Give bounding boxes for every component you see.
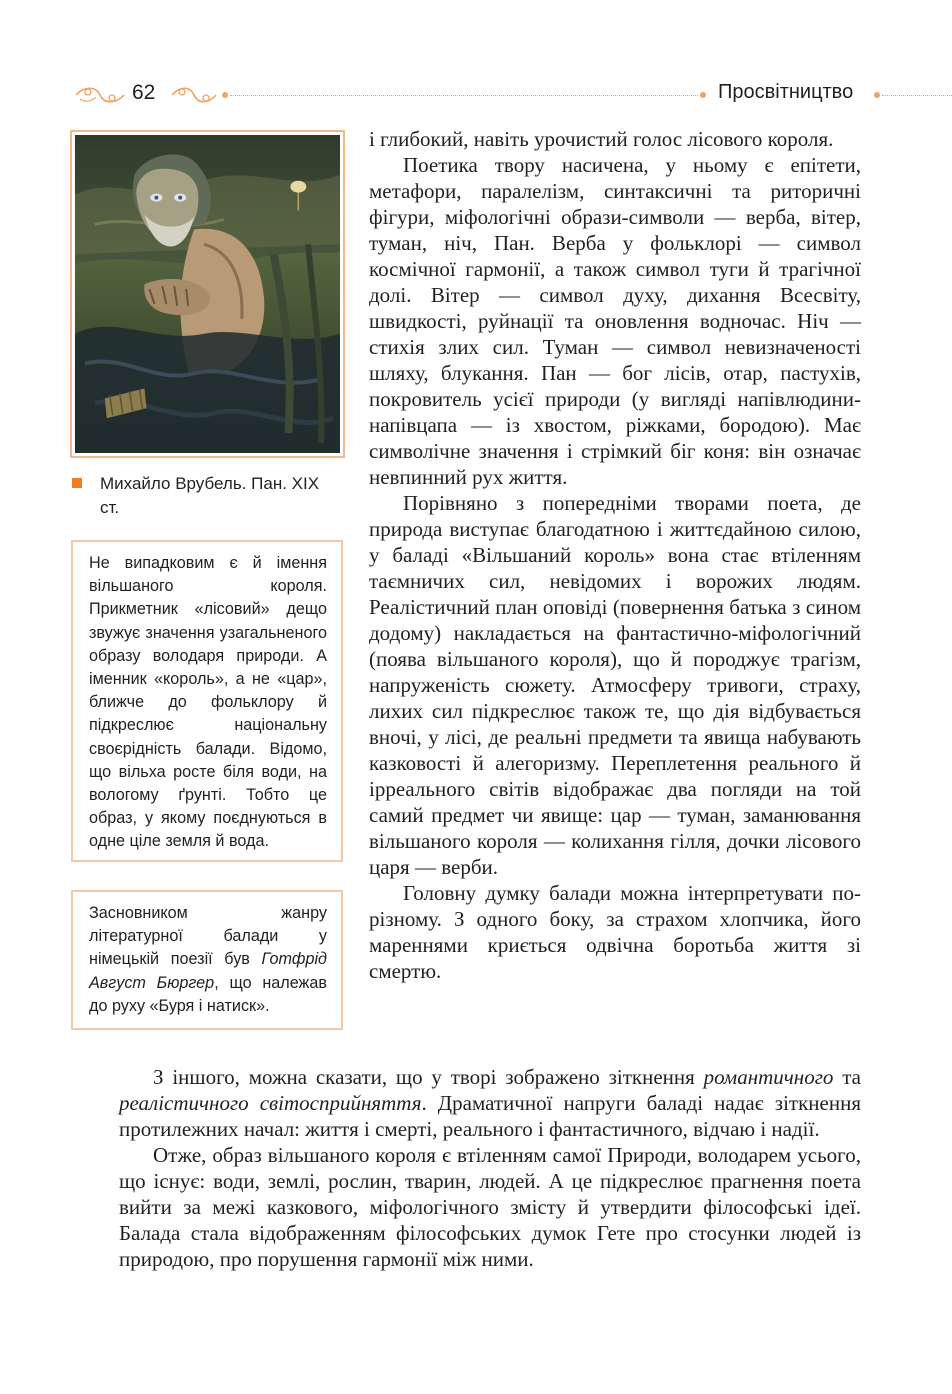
sidebar-note-alder-king [71,540,343,862]
paragraph: Поетика твору насичена, у ньому є епітети, метафори, паралелізм, синтаксичні та риторичні фігури, міфологічні образи-символи — верба, вітер, туман, ніч, Пан. Верба у фольклорі — символ космічної гармонії, а також символ туги й трагічної долі. Вітер — символ духу, дихання Всесвіту, швидкості, руйнації та оновлення водночас. Ніч — стихія злих сил. Туман — символ невизначеності шляху, блукання. Пан — бог лісів, отар, пастухів, покровитель усієї природи (у вигляді напівлюдини-напівцапа — із хвостом, ріжками, бородою). Має символічне значення і стрімкий біг коня: він означає невпинний рух життя. [369,153,861,489]
paragraph: і глибокий, навіть урочистий голос лісового короля. [369,127,834,151]
author-name: Готфрід Август Бюргер [89,950,327,992]
sidebar-text-part: , що належав до руху «Буря і натиск». [89,973,327,1015]
header-dot [222,92,228,98]
paragraph: Отже, образ вільшаного короля є втіленням самої Природи, володарем усього, що існує: води, землі, рослин, тварин, людей. А це підкреслює прагнення поета вийти за межі казкового, міфологічного змісту й утвердити філософські ідеї. Балада стала відображенням філософських думок Гете про стосунки людей із природою, про порушення гармонії між ними. [119,1143,861,1271]
sidebar-note-text: Не випадковим є й імення вільшаного короля. Прикметник «лісовий» дещо звужує значення узагальненого образу володаря природи. А іменник «король», а не «цар», ближче до фольклору й підкреслює національну своєрідність балади. Відомо, що вільха росте біля води, на вологому ґрунті. Тобто це образ, у якому поєднуються в одне ціле земля й вода. [89,554,327,851]
text-run: . Драматичної напруги баладі надає зіткнення протилежних начал: життя і смерті, реального і фантастичного, відчаю і надії. [119,1091,862,1141]
sidebar-note-text [89,902,327,1018]
page-number: 62 [132,81,156,104]
emphasis: реалістичного світосприйняття [119,1091,422,1115]
emphasis: романтичного [703,1065,834,1089]
caption-bullet-icon [72,478,82,488]
header-dot [874,92,880,98]
ornament-left-icon [74,84,126,106]
main-text-column [369,126,861,984]
caption-text: Михайло Врубель. Пан. XIX ст. [100,474,320,517]
sidebar-text-part: Засновником жанру літературної балади у німецькій поезії був [89,904,327,969]
painting-image [70,130,345,458]
running-header [0,78,952,112]
sidebar-note-burger [71,890,343,1030]
paragraph [119,1064,861,1142]
text-run: та [833,1065,861,1089]
paragraph: Порівняно з попередніми творами поета, де природа виступає благодатною і життєдайною силою, у баладі «Вільшаний король» вона стає втіленням таємничих сил, невідомих і ворожих людям. Реалістичний план оповіді (повернення батька з сином додому) накладається на фантастично-міфологічний (поява вільшаного короля), що й породжує трагізм, напруженість сюжету. Атмосферу тривоги, страху, лихих сил підкреслює також те, що дія відбувається вночі, у лісі, де реальні предмети та явища набувають казковості й алегоризму. Переплетення реального й ірреального світів відображає два погляди на той самий предмет чи явище: цар — туман, заманювання вільшаного короля — колихання гілля, дочки лісового царя — верби. [369,491,861,879]
section-title: Просвітництво [718,81,854,103]
ornament-right-icon [170,84,218,106]
pan-painting-illustration [75,135,340,453]
header-rule [882,95,952,96]
figure-caption [72,472,342,520]
header-dot [700,92,706,98]
main-text-full-width [119,1064,861,1272]
header-rule [230,95,698,96]
text-run: З іншого, можна сказати, що у творі зображено зіткнення [153,1065,704,1089]
paragraph: Головну думку балади можна інтерпретувати по-різному. З одного боку, за страхом хлопчика, його мареннями криється одвічна боротьба життя зі смертю. [369,881,861,983]
